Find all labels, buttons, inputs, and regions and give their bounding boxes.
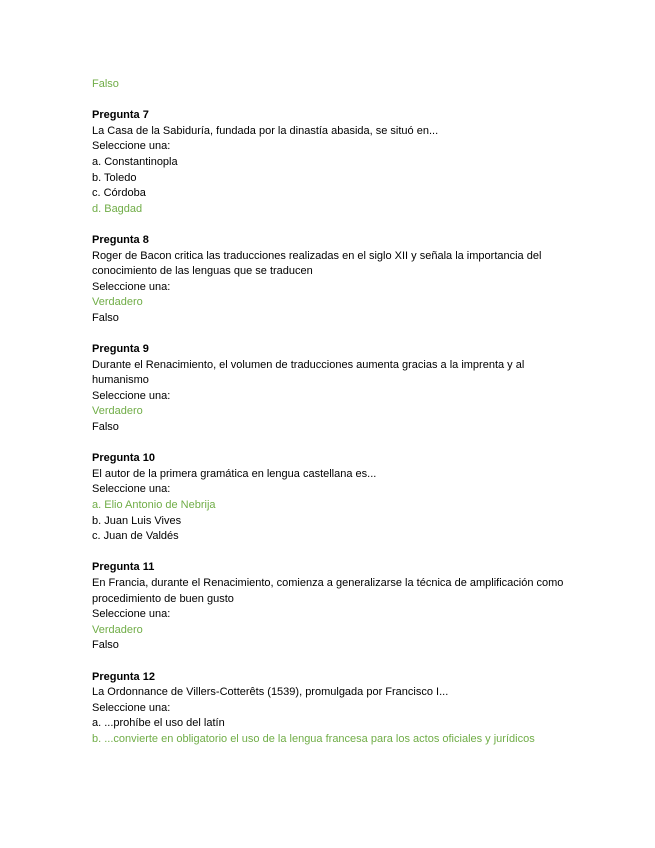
question-text: El autor de la primera gramática en lengua castellana es... [92, 467, 377, 480]
answer-option-correct: b. ...convierte en obligatorio el uso de la lengua francesa para los actos oficiales y jurídicos [92, 732, 535, 745]
question-block [92, 560, 582, 654]
answer-option: a. Constantinopla [92, 155, 178, 168]
question-title: Pregunta 9 [92, 343, 149, 356]
question-title: Pregunta 12 [92, 670, 155, 683]
question-title: Pregunta 11 [92, 561, 155, 574]
answer-option-correct: d. Bagdad [92, 202, 143, 215]
answer-option: c. Córdoba [92, 187, 146, 200]
previous-answer: Falso [92, 78, 119, 90]
answer-option: b. Juan Luis Vives [92, 514, 182, 527]
question-prompt: Seleccione una: [92, 483, 171, 496]
question-text: La Casa de la Sabiduría, fundada por la dinastía abasida, se situó en... [92, 124, 439, 137]
question-text: En Francia, durante el Renacimiento, comienza a generalizarse la técnica de amplificación como procedimiento de buen gusto [92, 577, 564, 605]
answer-option: c. Juan de Valdés [92, 530, 179, 543]
answer-option: Falso [92, 311, 119, 324]
question-title: Pregunta 8 [92, 233, 149, 246]
question-block [92, 451, 582, 545]
question-block [92, 233, 582, 327]
answer-option-correct: Verdadero [92, 405, 143, 418]
answer-option: Falso [92, 639, 119, 652]
question-prompt: Seleccione una: [92, 280, 171, 293]
answer-option-correct: Verdadero [92, 296, 143, 309]
question-list [92, 108, 582, 747]
answer-option-correct: a. Elio Antonio de Nebrija [92, 499, 216, 512]
question-block [92, 342, 582, 436]
answer-option: b. Toledo [92, 171, 137, 184]
question-title: Pregunta 7 [92, 109, 149, 122]
question-prompt: Seleccione una: [92, 140, 171, 153]
question-prompt: Seleccione una: [92, 701, 171, 714]
question-text: Roger de Bacon critica las traducciones realizadas en el siglo XII y señala la importancia del conocimiento de las lenguas que se traducen [92, 249, 542, 278]
question-block [92, 108, 582, 217]
question-prompt: Seleccione una: [92, 389, 171, 402]
answer-option: Falso [92, 421, 119, 434]
answer-option-correct: Verdadero [92, 623, 143, 636]
question-block [92, 670, 582, 748]
question-prompt: Seleccione una: [92, 608, 171, 621]
question-text: La Ordonnance de Villers-Cotterêts (1539), promulgada por Francisco I... [92, 686, 449, 699]
document-page [92, 77, 582, 748]
answer-option: a. ...prohíbe el uso del latín [92, 717, 225, 730]
question-title: Pregunta 10 [92, 452, 155, 465]
question-text: Durante el Renacimiento, el volumen de traducciones aumenta gracias a la imprenta y al humanismo [92, 358, 525, 387]
